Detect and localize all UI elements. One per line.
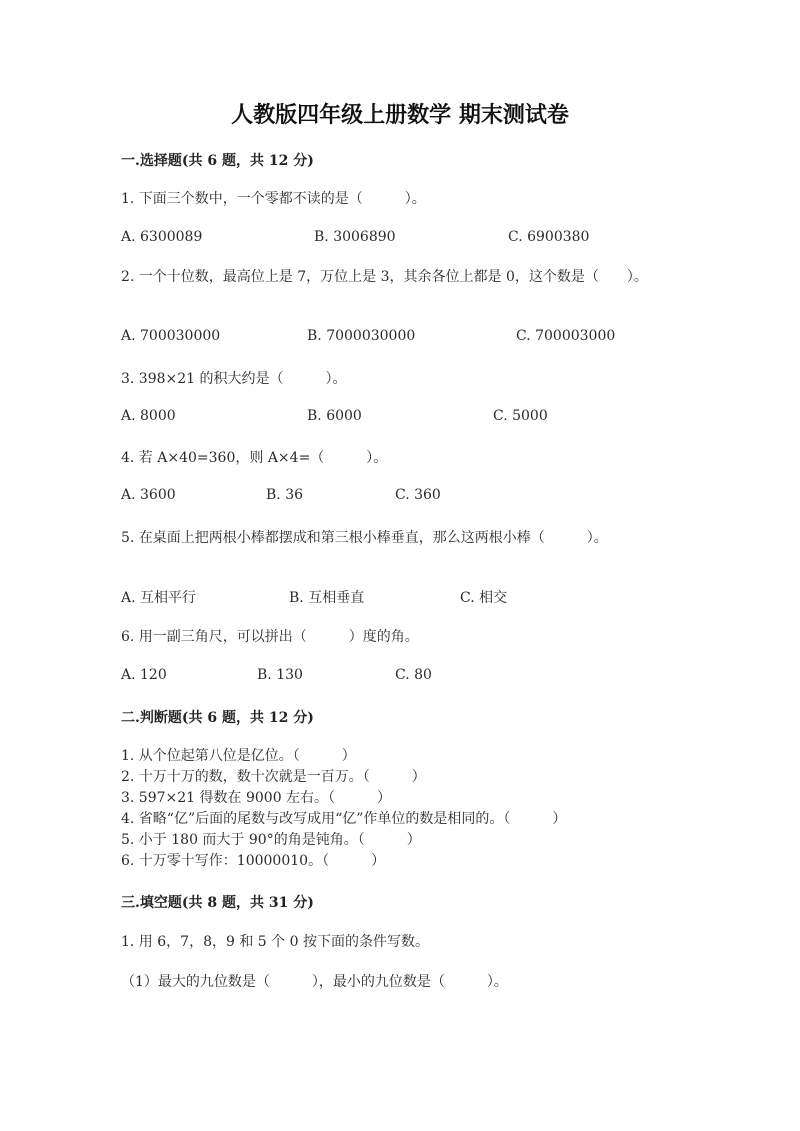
judgement-item-3: 3. 597×21 得数在 9000 左右。（ ） bbox=[121, 790, 392, 806]
question-5-stem: 5. 在桌面上把两根小棒都摆成和第三根小棒垂直，那么这两根小棒（ ）。 bbox=[121, 530, 608, 546]
question-5-option-c: C. 相交 bbox=[460, 590, 508, 606]
judgement-item-4: 4. 省略“亿”后面的尾数与改写成用“亿”作单位的数是相同的。（ ） bbox=[121, 811, 567, 827]
question-1-stem: 1. 下面三个数中，一个零都不读的是（ ）。 bbox=[121, 191, 426, 207]
question-3-stem: 3. 398×21 的积大约是（ ）。 bbox=[121, 371, 347, 387]
question-2-option-a: A. 700030000 bbox=[121, 328, 221, 344]
question-3-option-a: A. 8000 bbox=[121, 408, 176, 424]
judgement-item-5: 5. 小于 180 而大于 90°的角是钝角。（ ） bbox=[121, 832, 421, 848]
section-heading-fill-in: 三.填空题(共 8 题，共 31 分) bbox=[121, 895, 314, 911]
question-3-option-b: B. 6000 bbox=[307, 408, 362, 424]
judgement-item-2: 2. 十万十万的数，数十次就是一百万。（ ） bbox=[121, 769, 426, 785]
question-1-option-a: A. 6300089 bbox=[121, 229, 203, 245]
question-6-option-b: B. 130 bbox=[257, 667, 303, 683]
fill-question-1-sub-1: （1）最大的九位数是（ ），最小的九位数是（ ）。 bbox=[121, 974, 508, 990]
question-4-option-c: C. 360 bbox=[395, 487, 441, 503]
question-1-option-c: C. 6900380 bbox=[508, 229, 590, 245]
fill-question-1-stem: 1. 用 6，7，8，9 和 5 个 0 按下面的条件写数。 bbox=[121, 934, 429, 950]
question-3-option-c: C. 5000 bbox=[493, 408, 548, 424]
section-heading-true-false: 二.判断题(共 6 题，共 12 分) bbox=[121, 710, 314, 726]
judgement-item-1: 1. 从个位起第八位是亿位。（ ） bbox=[121, 748, 356, 764]
question-2-option-b: B. 7000030000 bbox=[307, 328, 416, 344]
judgement-item-6: 6. 十万零十写作：10000010。（ ） bbox=[121, 853, 386, 869]
question-6-stem: 6. 用一副三角尺，可以拼出（ ）度的角。 bbox=[121, 629, 419, 645]
question-6-option-c: C. 80 bbox=[395, 667, 432, 683]
question-6-option-a: A. 120 bbox=[121, 667, 167, 683]
question-5-option-a: A. 互相平行 bbox=[121, 590, 197, 606]
question-4-option-a: A. 3600 bbox=[121, 487, 176, 503]
question-4-option-b: B. 36 bbox=[266, 487, 304, 503]
section-heading-choice: 一.选择题(共 6 题，共 12 分) bbox=[121, 153, 314, 169]
question-5-option-b: B. 互相垂直 bbox=[289, 590, 365, 606]
question-1-option-b: B. 3006890 bbox=[314, 229, 396, 245]
page-title: 人教版四年级上册数学 期末测试卷 bbox=[231, 102, 569, 128]
question-2-stem: 2. 一个十位数，最高位上是 7，万位上是 3，其余各位上都是 0，这个数是（ ）。 bbox=[121, 269, 648, 285]
question-4-stem: 4. 若 A×40=360，则 A×4=（ ）。 bbox=[121, 450, 388, 466]
question-2-option-c: C. 700003000 bbox=[516, 328, 616, 344]
